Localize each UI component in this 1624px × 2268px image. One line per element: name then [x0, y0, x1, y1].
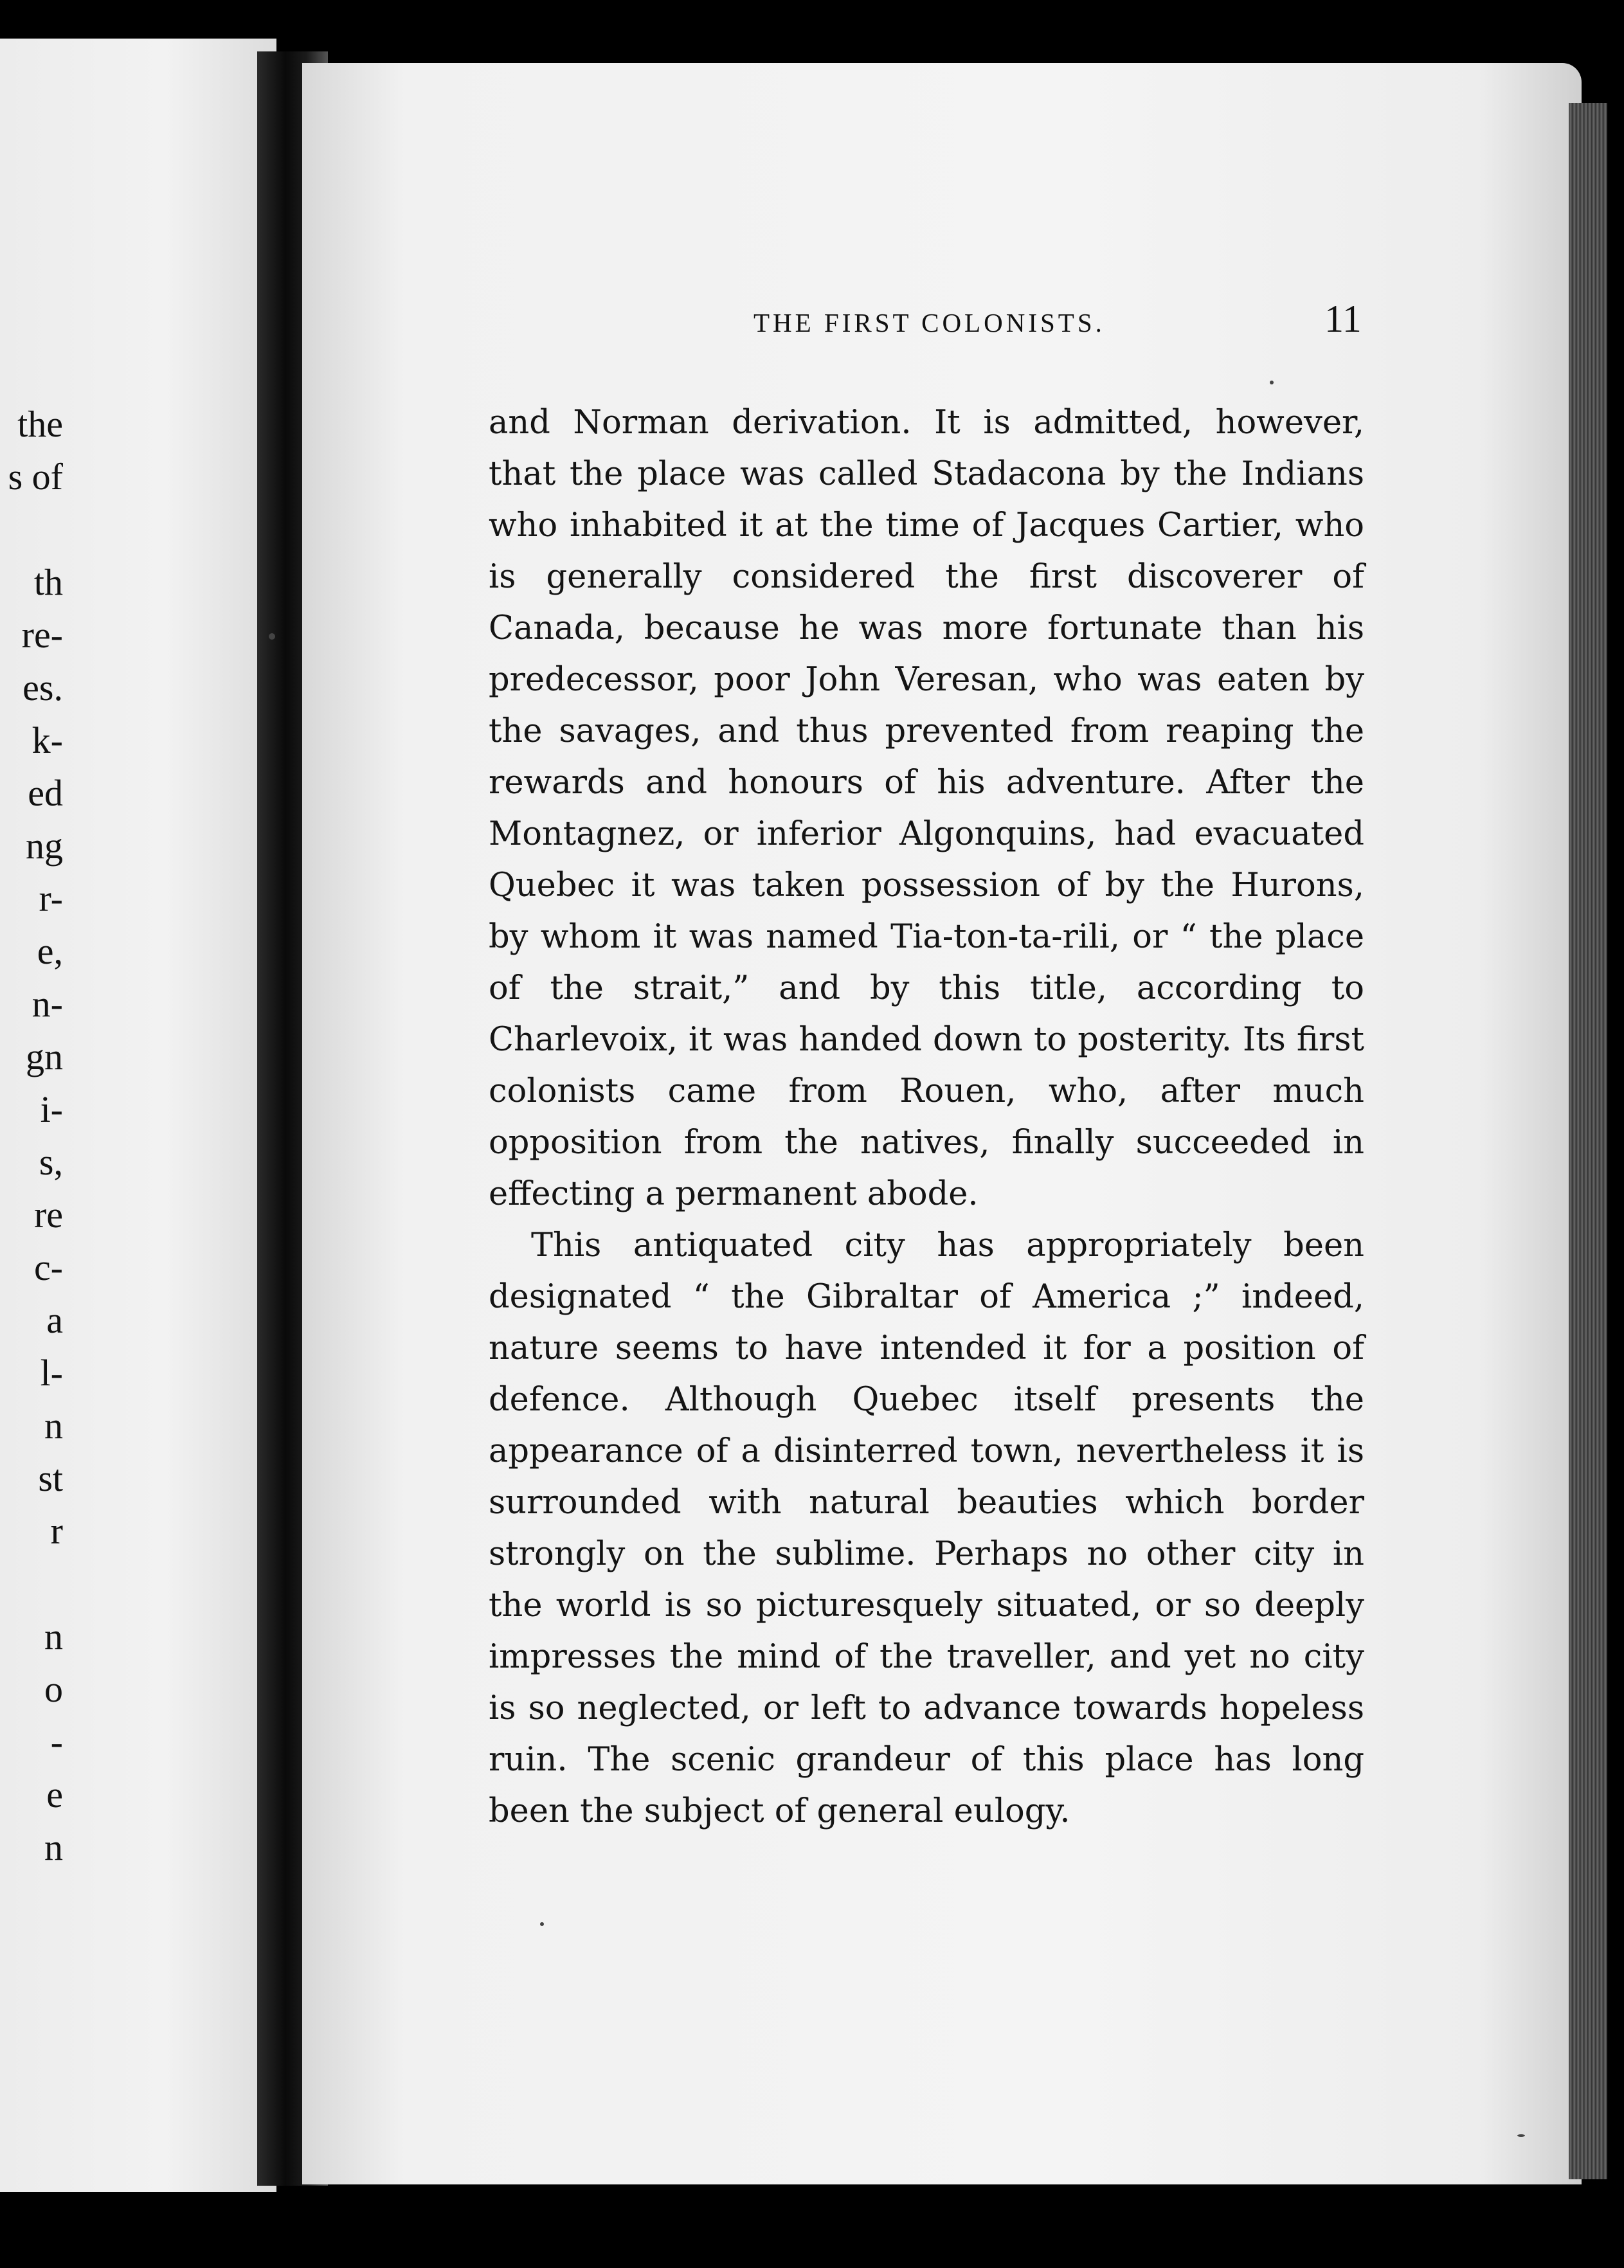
left-fragment: re [33, 1194, 63, 1236]
left-fragment: the [17, 403, 63, 445]
left-page-text-fragments [0, 399, 63, 1875]
scan-speck [1517, 2134, 1525, 2137]
page-number: 11 [1324, 298, 1362, 340]
left-fragment: s, [39, 1141, 63, 1183]
body-text [489, 397, 1364, 1837]
paragraph: and Norman derivation. It is admitted, however, that the place was called Stadacona by the Indians who inhabited it at the time of Jacques Cartier, who is generally considered the first discoverer of Canada, because he was more fortunate than his predecessor, poor John Veresan, who was eaten by the savages, and thus prevented from reaping the rewards and honours of his adventure. After the Montagnez, or inferior Algonquins, had evacuated Quebec it was taken possession of by the Hurons, by whom it was named Tia-ton-ta-rili, or “ the place of the strait,” and by this title, according to Charlevoix, it was handed down to posterity. Its first colonists came from Rouen, who, after much opposition from the natives, finally succeeded in effecting a permanent abode. [489, 404, 1364, 1213]
left-fragment: - [50, 1721, 63, 1763]
left-fragment: s of [8, 456, 63, 498]
page-edges [1569, 103, 1607, 2179]
left-fragment: st [38, 1457, 63, 1499]
running-head: THE FIRST COLONISTS. [753, 308, 1105, 338]
left-fragment: o [44, 1668, 63, 1710]
paragraph: This antiquated city has appropriately been designated “ the Gibraltar of America ;” indeed, nature seems to have intended it for a position of defence. Although Quebec itself presents the appearance of a disinterred town, nevertheless it is surrounded with natural beauties which border strongly on the sublime. Perhaps no other city in the world is so picturesquely situated, or so deeply impresses the mind of the traveller, and yet no city is so neglected, or left to advance towards hopeless ruin. The scenic grandeur of this place has long been the subject of general eulogy. [489, 1227, 1364, 1830]
left-page [0, 39, 276, 2192]
left-fragment: re- [21, 614, 63, 656]
left-fragment: l- [40, 1352, 63, 1394]
left-fragment: e, [37, 930, 63, 972]
left-fragment: th [33, 561, 63, 603]
left-fragment [0, 504, 63, 557]
left-fragment: k- [32, 719, 63, 761]
left-fragment: ed [28, 772, 63, 814]
left-fragment: es. [23, 667, 63, 708]
left-fragment: n [44, 1826, 63, 1868]
left-fragment: a [46, 1299, 63, 1341]
left-fragment: r [50, 1510, 63, 1552]
left-fragment: r- [39, 878, 63, 919]
left-fragment [0, 1558, 63, 1611]
scan-speck [540, 1922, 544, 1926]
scan-speck [1270, 381, 1274, 384]
left-fragment: n [44, 1405, 63, 1446]
left-fragment: i- [40, 1088, 63, 1130]
left-fragment: gn [26, 1036, 63, 1077]
left-fragment: ng [26, 825, 63, 867]
left-fragment: n- [32, 983, 63, 1025]
left-fragment: c- [33, 1246, 63, 1288]
left-fragment: n [44, 1616, 63, 1657]
scan-speck [269, 633, 275, 640]
left-fragment: e [46, 1774, 63, 1815]
